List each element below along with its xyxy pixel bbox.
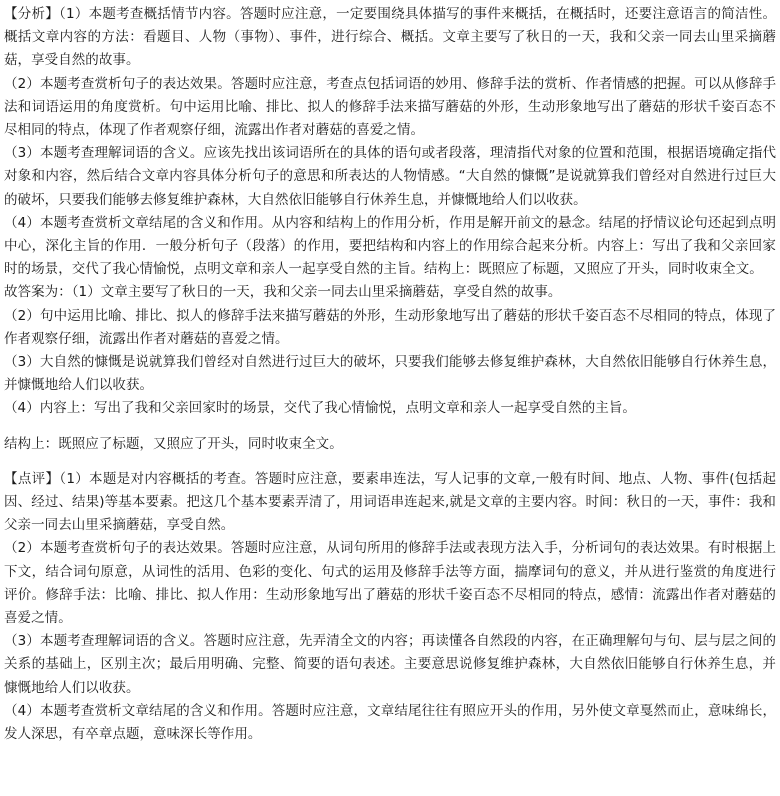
comment-paragraph-2: （2）本题考查赏析句子的表达效果。答题时应注意，从词句所用的修辞手法或表现方法入手，分析词句的表达效果。有时根据上下文，结合词句原意，从词性的活用、色彩的变化、句式的运用及修辞手法等方面，揣摩词句的意义，并从进行鉴赏的角度进行评价。修辞手法：比喻、排比、拟人作用：生动形象地写出了蘑菇的形状千姿百态不尽相同的特点，感情：流露出作者对蘑菇的喜爱之情。 xyxy=(4,540,776,627)
analysis-paragraph-3: （3）本题考查理解词语的含义。应该先找出该词语所在的具体的语句或者段落，理清指代对象的位置和范围，根据语境确定指代对象和内容，然后结合文章内容具体分析句子的意思和所表达的人物情感。“大自然的慷慨”是说就算我们曾经对自然进行过巨大的破坏，只要我们能够去修复维护森林，大自然依旧能够自行休养生息，并慷慨地给人们以收获。 xyxy=(4,145,776,208)
answer-item-4: （4）内容上：写出了我和父亲回家时的场景，交代了我心情愉悦，点明文章和亲人一起享受自然的主旨。 xyxy=(4,400,636,417)
comment-paragraph-3: （3）本题考查理解词语的含义。答题时应注意，先弄清全文的内容；再读懂各自然段的内容，在正确理解句与句、层与层之间的关系的基础上，区别主次；最后用明确、完整、简要的语句表述。主要意思说修复维护森林，大自然依旧能够自行休养生息，并慷慨地给人们以收获。 xyxy=(4,633,776,696)
answer-intro: 故答案为：（1）文章主要写了秋日的一天，我和父亲一同去山里采摘蘑菇，享受自然的故事。 xyxy=(4,284,562,301)
paragraph-gap xyxy=(4,456,776,468)
answer-item-2: （2）句中运用比喻、排比、拟人的修辞手法来描写蘑菇的外形，生动形象地写出了蘑菇的形状千姿百态不尽相同的特点，体现了作者观察仔细，流露出作者对蘑菇的喜爱之情。 xyxy=(4,307,776,347)
analysis-paragraph-4: （4）本题考查赏析文章结尾的含义和作用。从内容和结构上的作用分析，作用是解开前文的悬念。结尾的抒情议论句还起到点明中心，深化主旨的作用．一般分析句子（段落）的作用，要把结构和内容上的作用综合起来分析。内容上：写出了我和父亲回家时的场景，交代了我心情愉悦，点明文章和亲人一起享受自然的主旨。结构上：既照应了标题，又照应了开头，同时收束全文。 xyxy=(4,214,776,278)
analysis-paragraph-2: （2）本题考查赏析句子的表达效果。答题时应注意，考查点包括词语的妙用、修辞手法的赏析、作者情感的把握。可以从修辞手法和词语运用的角度赏析。句中运用比喻、排比、拟人的修辞手法来描写蘑菇的外形，生动形象地写出了蘑菇的形状千姿百态不尽相同的特点，体现了作者观察仔细，流露出作者对蘑菇的喜爱之情。 xyxy=(4,75,776,139)
analysis-paragraph-1: 【分析】（1）本题考查概括情节内容。答题时应注意，一定要围绕具体描写的事件来概括，在概括时，还要注意语言的简洁性。概括文章内容的方法：看题目、人物（事物）、事件，进行综合、概括。文章主要写了秋日的一天，我和父亲一同去山里采摘蘑菇，享受自然的故事。 xyxy=(4,6,776,69)
analysis-section xyxy=(4,3,776,281)
paragraph-gap xyxy=(4,421,776,433)
comment-paragraph-4: （4）本题考查赏析文章结尾的含义和作用。答题时应注意，文章结尾往往有照应开头的作用，另外使文章戛然而止，意味绵长，发人深思，有卒章点题，意味深长等作用。 xyxy=(4,702,776,743)
answer-item-4-structure: 结构上：既照应了标题，又照应了开头，同时收束全文。 xyxy=(4,435,343,452)
comment-paragraph-1: 【点评】（1）本题是对内容概括的考查。答题时应注意，要素串连法，写人记事的文章,一般有时间、地点、人物、事件(包括起因、经过、结果)等基本要素。把这几个基本要素弄清了，用词语串连起来,就是文章的主要内容。时间：秋日的一天，事件：我和父亲一同去山里采摘蘑菇，享受自然。 xyxy=(4,470,776,534)
answer-item-3: （3）大自然的慷慨是说就算我们曾经对自然进行过巨大的破坏，只要我们能够去修复维护森林，大自然依旧能够自行休养生息，并慷慨地给人们以收获。 xyxy=(4,354,776,394)
answer-section xyxy=(4,281,776,467)
comment-section xyxy=(4,468,776,746)
